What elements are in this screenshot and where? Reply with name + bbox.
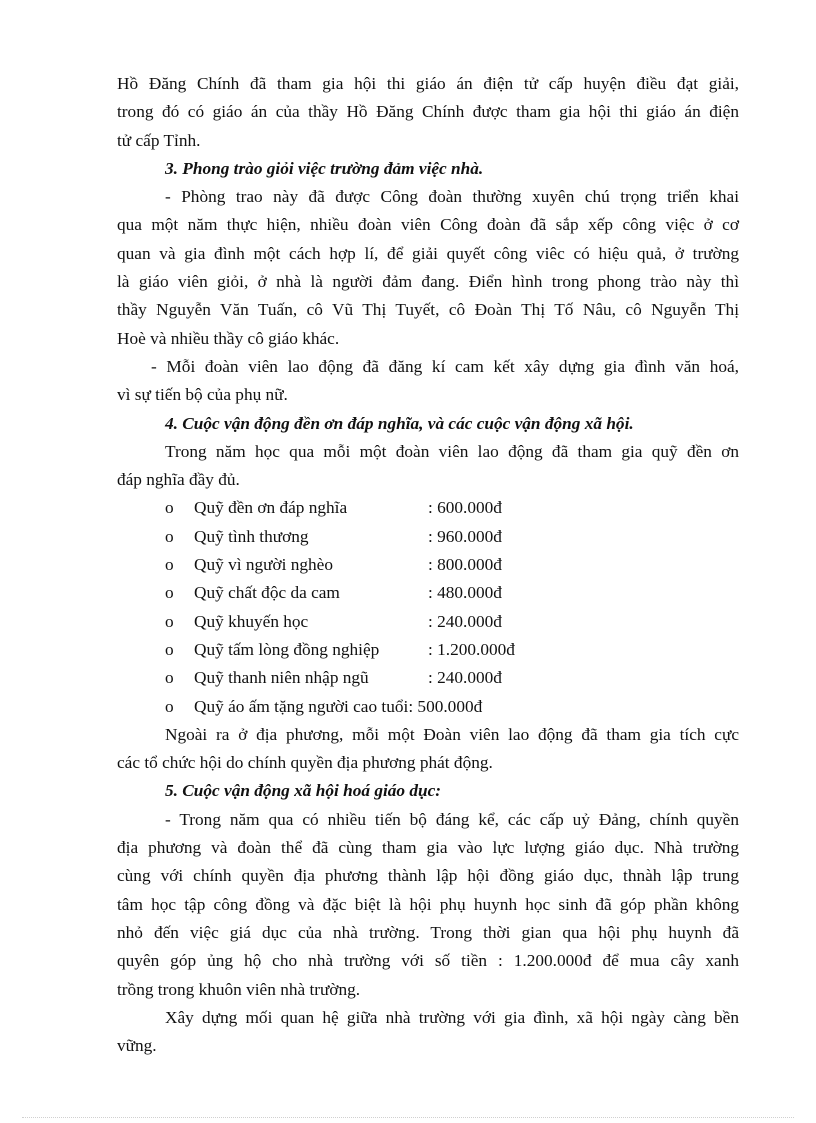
text-line: - Phòng trao này đã được Công đoàn thường xuyên chú trọng triển khai [165, 187, 739, 207]
fund-name: Quỹ tấm lòng đồng nghiệp [194, 639, 380, 659]
fund-amount: : 1.200.000đ [428, 639, 515, 659]
fund-name: Quỹ thanh niên nhập ngũ [194, 668, 369, 688]
fund-name: Quỹ chất độc da cam [194, 583, 340, 603]
fund-amount: : 240.000đ [428, 668, 502, 688]
bullet-icon: o [165, 696, 174, 716]
fund-amount: : 480.000đ [428, 583, 502, 603]
fund-name: Quỹ áo ấm tặng người cao tuổi [194, 696, 409, 716]
text-line: cùng với chính quyền địa phương thành lập hội đồng giáo dục, thnàh lập trung [117, 866, 739, 886]
bullet-icon: o [165, 668, 174, 688]
text-line: thầy Nguyễn Văn Tuấn, cô Vũ Thị Tuyết, cô Đoàn Thị Tố Nâu, cô Nguyễn Thị [117, 300, 739, 320]
text-line: Xây dựng mối quan hệ giữa nhà trường với gia đình, xã hội ngày càng bền [165, 1007, 739, 1027]
fund-amount: : 960.000đ [428, 526, 502, 546]
text-line: các tổ chức hội do chính quyền địa phương phát động. [117, 753, 493, 773]
text-line: Trong năm học qua mỗi một đoàn viên lao động đã tham gia quỹ đền ơn [165, 441, 739, 461]
text-line: trong đó có giáo án của thầy Hồ Đăng Chính được tham gia hội thi giáo án điện [117, 102, 739, 122]
text-line: tâm học tập công đồng và đặc biệt là hội phụ huynh học sinh đã góp phần không [117, 894, 739, 914]
bullet-icon: o [165, 498, 174, 518]
text-line: - Mỗi đoàn viên lao động đã đăng kí cam kết xây dựng gia đình văn hoá, [151, 356, 739, 376]
text-line: quyên góp ủng hộ cho nhà trường với số tiền : 1.200.000đ để mua cây xanh [117, 951, 739, 971]
fund-item [117, 693, 739, 721]
fund-item [117, 551, 739, 579]
bullet-icon: o [165, 583, 174, 603]
text-line: địa phương và đoàn thể đã cùng tham gia vào lực lượng giáo dục. Nhà trường [117, 838, 739, 858]
document-page [117, 70, 739, 1060]
fund-item [117, 636, 739, 664]
fund-item [117, 664, 739, 692]
text-line: - Trong năm qua có nhiều tiến bộ đáng kể, các cấp uỷ Đảng, chính quyền [165, 809, 739, 829]
fund-amount: : 600.000đ [428, 498, 502, 518]
fund-name: Quỹ đền ơn đáp nghĩa [194, 498, 348, 518]
bullet-icon: o [165, 555, 174, 575]
fund-item [117, 523, 739, 551]
text-line: Hồ Đăng Chính đã tham gia hội thi giáo án điện tử cấp huyện điều đạt giải, [117, 74, 739, 93]
text-line: vững. [117, 1036, 157, 1056]
section-4-heading: 4. Cuộc vận động đền ơn đáp nghĩa, và các cuộc vận động xã hội. [165, 413, 634, 433]
section-5-heading: 5. Cuộc vận động xã hội hoá giáo dục: [165, 781, 442, 801]
bullet-icon: o [165, 526, 174, 546]
text-line: Hoè và nhiều thầy cô giáo khác. [117, 328, 340, 348]
text-line: trồng trong khuôn viên nhà trường. [117, 979, 361, 999]
text-line: nhỏ đến việc giá dục của nhà trường. Trong thời gian qua hội phụ huynh đã [117, 922, 739, 942]
text-line: vì sự tiến bộ của phụ nữ. [117, 385, 288, 405]
text-line: là giáo viên giỏi, ở nhà là người đảm đang. Điển hình trong phong trào này thì [117, 272, 739, 292]
bullet-icon: o [165, 639, 174, 659]
text-line: qua một năm thực hiện, nhiều đoàn viên Công đoàn đã sắp xếp công việc ở cơ [117, 215, 739, 235]
fund-name: Quỹ vì người nghèo [194, 555, 333, 575]
text-line: tử cấp Tỉnh. [117, 130, 201, 150]
fund-amount: : 500.000đ [408, 696, 483, 716]
fund-name: Quỹ tình thương [194, 526, 309, 546]
text-line: quan và gia đình một cách hợp lí, để giải quyết công viêc có hiệu quả, ở trường [117, 243, 739, 263]
fund-item [117, 494, 739, 522]
fund-name: Quỹ khuyến học [194, 611, 309, 631]
bullet-icon: o [165, 611, 174, 631]
fund-item [117, 608, 739, 636]
page-bottom-divider [22, 1117, 794, 1118]
text-line: đáp nghĩa đầy đủ. [117, 470, 240, 490]
text-line: Ngoài ra ở địa phương, mỗi một Đoàn viên lao động đã tham gia tích cực [165, 724, 739, 744]
section-3-heading: 3. Phong trào giỏi việc trường đảm việc nhà. [165, 158, 484, 178]
fund-item [117, 579, 739, 607]
fund-amount: : 800.000đ [428, 555, 502, 575]
fund-amount: : 240.000đ [428, 611, 502, 631]
